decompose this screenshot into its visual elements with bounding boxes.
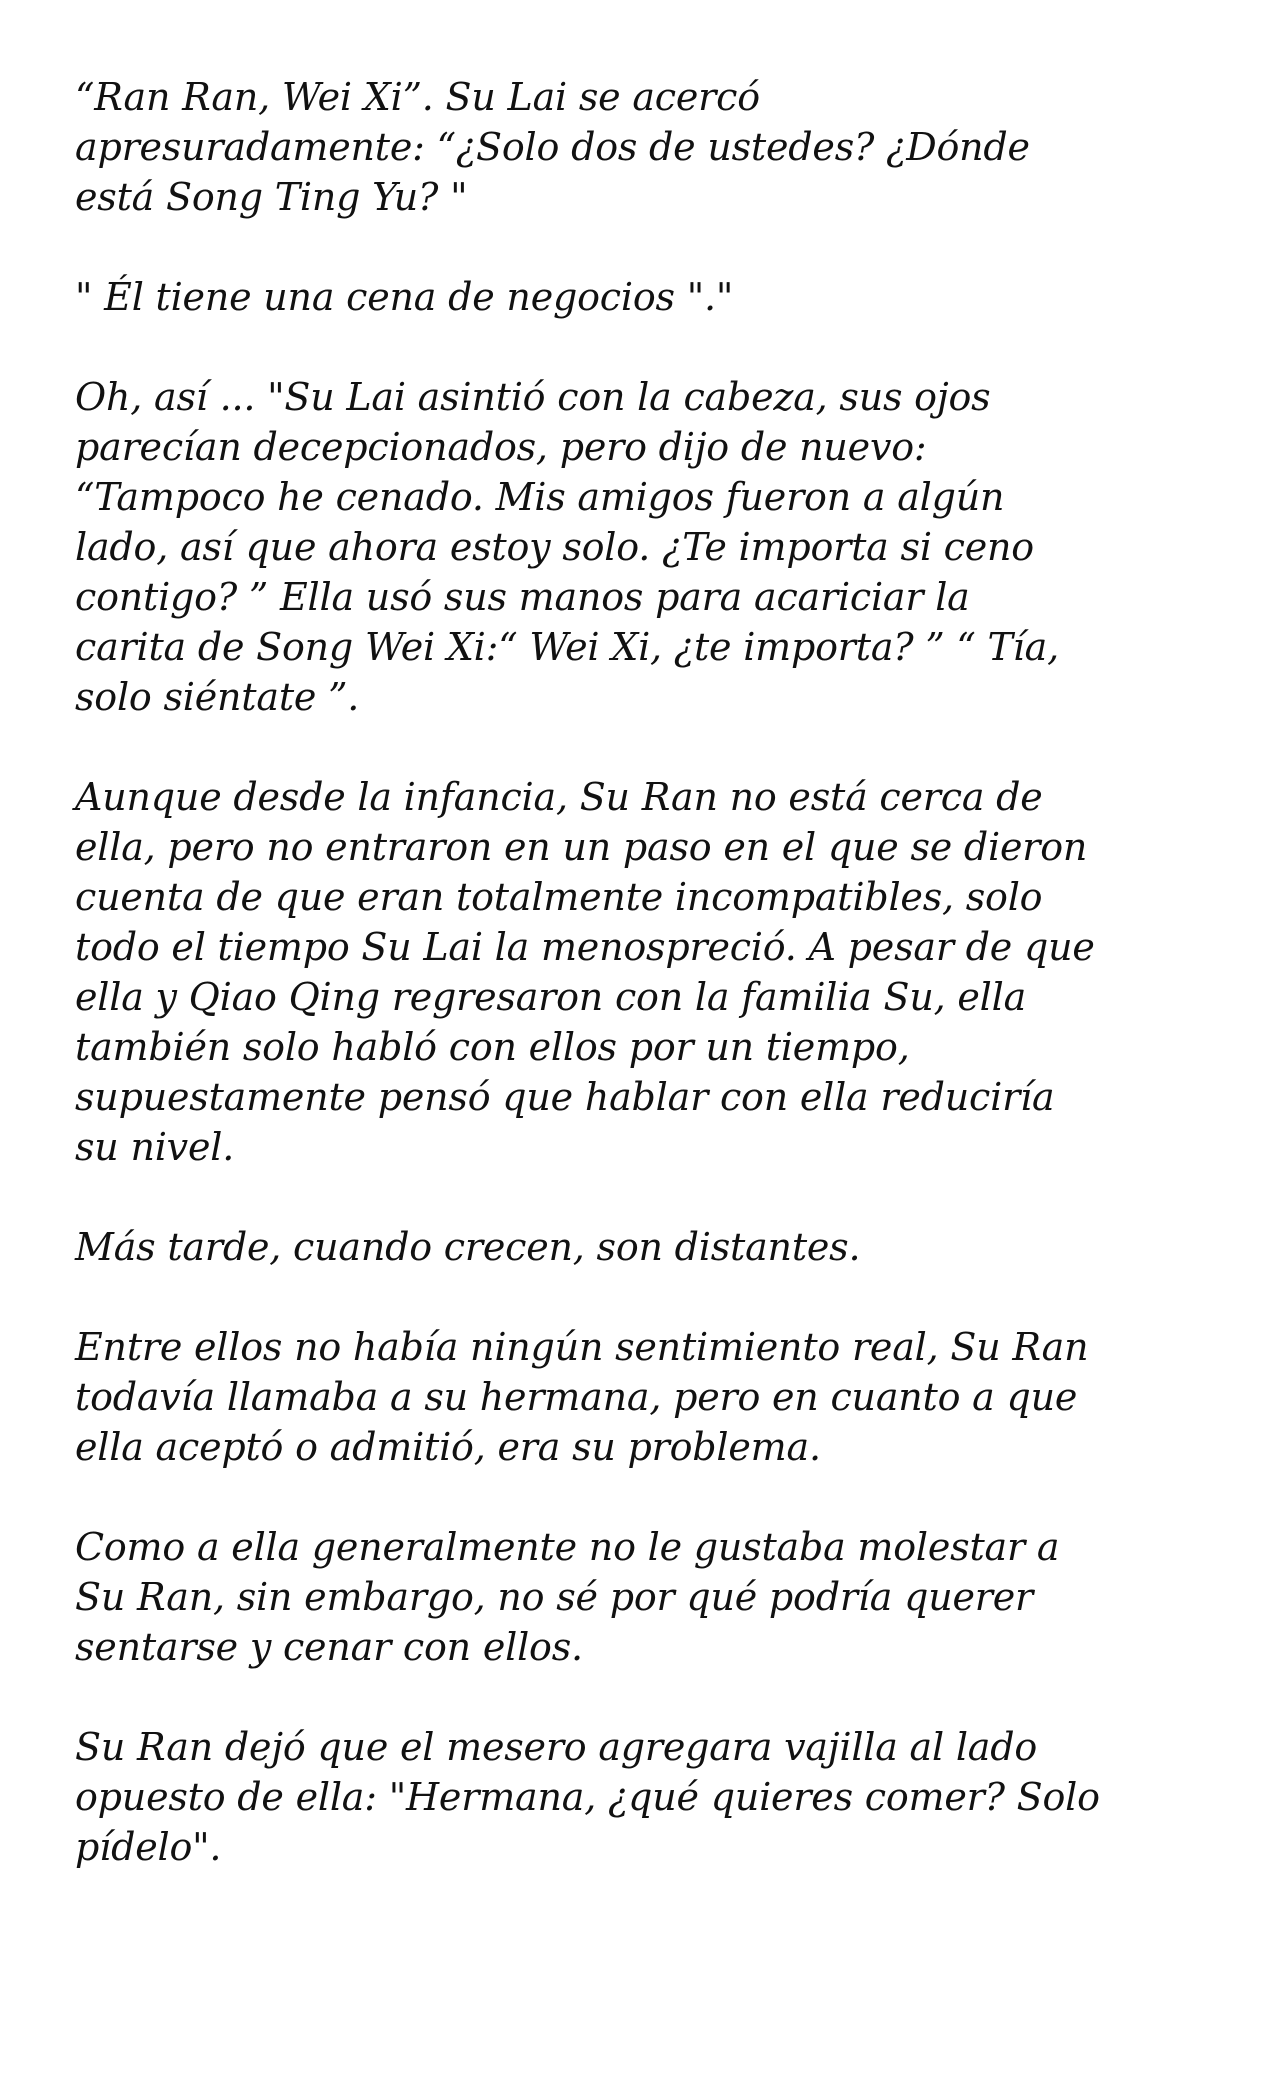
paragraph-4: Aunque desde la infancia, Su Ran no está cerca de ella, pero no entraron en un paso en el que se dieron cuenta de que eran totalmente incompatibles, solo todo el tiempo Su Lai la menospreció. A pesar de que ella y Qiao Qing regresaron con la familia Su, ella también solo habló con ellos por un tiempo, supuestamente pensó que hablar con ella reduciría su nivel. [75, 775, 1095, 1169]
paragraph-8: Su Ran dejó que el mesero agregara vajilla al lado opuesto de ella: "Hermana, ¿qué quieres comer? Solo pídelo". [75, 1725, 1100, 1869]
paragraph-6: Entre ellos no había ningún sentimiento real, Su Ran todavía llamaba a su hermana, pero en cuanto a que ella aceptó o admitió, era su problema. [75, 1325, 1089, 1469]
paragraph-2: " Él tiene una cena de negocios "." [75, 275, 734, 319]
document-page [75, 72, 1225, 1922]
paragraph-3: Oh, así ... "Su Lai asintió con la cabeza, sus ojos parecían decepcionados, pero dijo de nuevo: “Tampoco he cenado. Mis amigos fueron a algún lado, así que ahora estoy solo. ¿Te importa si ceno contigo? ” Ella usó sus manos para acariciar la carita de Song Wei Xi:“ Wei Xi, ¿te importa? ” “ Tía, solo siéntate ”. [75, 375, 1059, 719]
paragraph-1: “Ran Ran, Wei Xi”. Su Lai se acercó apresuradamente: “¿Solo dos de ustedes? ¿Dónde está Song Ting Yu? " [75, 75, 1030, 219]
paragraph-7: Como a ella generalmente no le gustaba molestar a Su Ran, sin embargo, no sé por qué podría querer sentarse y cenar con ellos. [75, 1525, 1060, 1669]
paragraph-5: Más tarde, cuando crecen, son distantes. [75, 1225, 861, 1269]
